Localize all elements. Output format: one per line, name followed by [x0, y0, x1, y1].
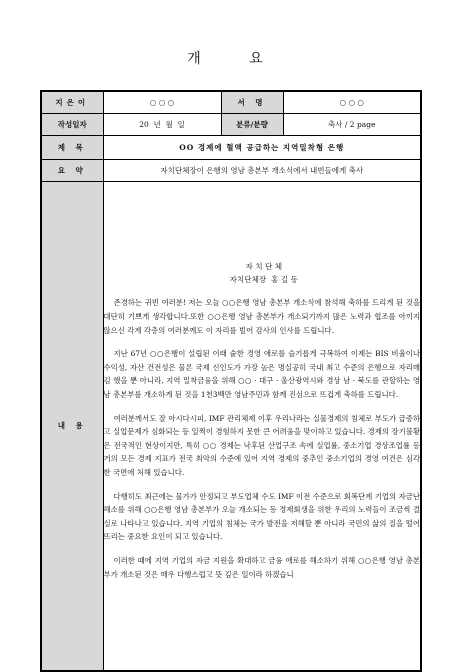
content-row — [41, 181, 421, 671]
summary-value: 자치단체장이 은행의 영남 총본부 개소식에서 내빈들에게 축사 — [103, 159, 421, 181]
author-value: ○ ○ ○ — [103, 91, 221, 113]
sender-name: 자치단체장 홍 길 동 — [229, 275, 298, 285]
author-label: 지은이 — [41, 91, 103, 113]
content-paragraph: 존경하는 귀빈 여러분! 저는 오늘 ○○은행 영남 총본부 개소식에 참석해 축하를 드리게 된 것을 대단히 기쁘게 생각합니다.또한 ○○은행 영남 총본부가 개소되기까지 많은 노력과 협조를 아끼지 않으신 각계 각층의 여러분께도 이 자리를 빌어 감사의 인사를 드립니다. — [103, 298, 420, 335]
signature-label: 서 명 — [221, 91, 283, 113]
subject-row — [41, 135, 421, 159]
content-paragraph: 지난 67년 ○○은행이 설립된 이래 숱한 경영 애로를 슬기롭게 극복하여 이제는 BIS 비율이나 수익성, 자산 건전성은 물론 국제 신인도가 가장 높은 명실공히 국내 최고 수준의 은행으로 자리매김 했을 뿐 아니라, 지역 밀착금융을 위해 ○○ · 대구 · 울산광역시와 경상 남 · 북도를 관할하는 영남 총본부를 개소하게 된 것을 1천3백만 영남주민과 함께 진심으로 뜨겁게 축하를 드립니다. — [103, 349, 420, 399]
document-title: 개 요 — [187, 51, 285, 67]
content-paragraph: 여러분께서도 잘 아시다시피, IMF 관리체제 이후 우리나라는 실물경제의 침체로 부도가 급증하고 실업문제가 심화되는 등 일찍이 경험하지 못한 큰 어려움을 맞이하고 있습니다. 경제의 장기불황은 전국적인 현상이지만, 특히 ○○ 경제는 낙후된 산업구조 속에 실업률, 중소기업 경상조업률 등 거의 모든 경제 지표가 전국 최악의 수준에 있어 지역 경제의 중추인 중소기업의 경영 여건은 심각한 국면에 처해 있습니다. — [103, 413, 420, 477]
content-paragraph: 이러한 때에 지역 기업의 자금 지원을 확대하고 금융 애로를 해소하기 위해 ○○은행 영남 총본부가 개소된 것은 매우 다행스럽고 뜻 깊은 일이라 하겠습니 — [103, 555, 420, 579]
content-paragraph: 다행히도 최근에는 물가가 안정되고 부도업체 수도 IMF 이전 수준으로 회복단계 기업의 자금난 해소를 위해 ○○은행 영남 총본부가 오늘 개소되는 등 경제회생을 위한 우리의 노력들이 조금씩 결실로 나타나고 있습니다. 지역 기업의 침체는 국가 발전을 저해할 뿐 아니라 국민의 삶의 질을 떨어뜨리는 중요한 요인이 되고 있습니다. — [103, 491, 420, 542]
subject-value: OO 경제에 혈액 공급하는 지역밀착형 은행 — [103, 135, 421, 159]
summary-label: 요 약 — [41, 159, 103, 181]
content-label: 내 용 — [41, 181, 103, 671]
summary-row — [41, 159, 421, 181]
category-value: 축사 / 2 page — [283, 113, 421, 135]
sender-organization: 자 치 단 체 — [245, 262, 283, 272]
signature-value: ○ ○ ○ — [283, 91, 421, 113]
author-row — [41, 91, 421, 113]
date-row — [41, 113, 421, 135]
sender-block — [104, 260, 421, 286]
date-label: 작성일자 — [41, 113, 103, 135]
overview-form-table — [40, 90, 422, 672]
content-body — [103, 181, 421, 671]
category-label: 분류/분량 — [221, 113, 283, 135]
subject-label: 제 목 — [41, 135, 103, 159]
date-value: 20 년 월 일 — [103, 113, 221, 135]
